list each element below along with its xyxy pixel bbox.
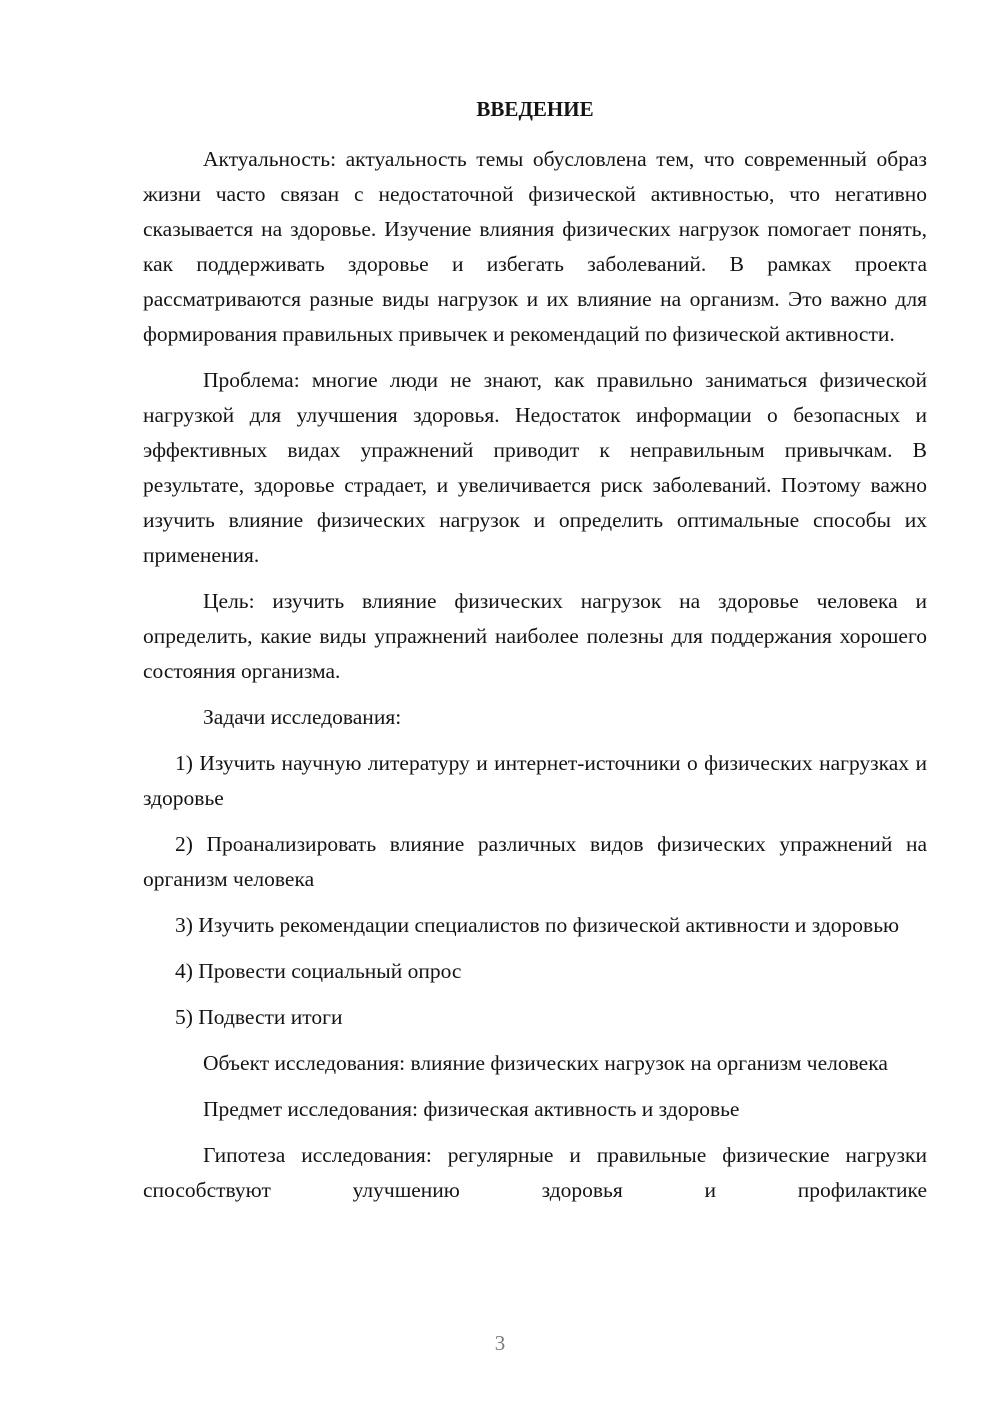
paragraph-relevance: Актуальность: актуальность темы обусловлена тем, что современный образ жизни часто связан с недостаточной физической активностью, что негативно сказывается на здоровье. Изучение влияния физических нагрузок помогает понять, как поддерживать здоровье и избегать заболеваний. В рамках проекта рассматриваются разные виды нагрузок и их влияние на организм. Это важно для формирования правильных привычек и рекомендаций по физической активности.	[143, 147, 927, 346]
task-item-4: 4) Провести социальный опрос	[175, 959, 462, 983]
paragraph-subject: Предмет исследования: физическая активность и здоровье	[203, 1097, 740, 1121]
task-item-1: 1) Изучить научную литературу и интернет-источники о физических нагрузках и здоровье	[143, 751, 927, 810]
task-item-3: 3) Изучить рекомендации специалистов по физической активности и здоровью	[175, 913, 900, 937]
paragraph-goal: Цель: изучить влияние физических нагрузок на здоровье человека и определить, какие виды упражнений наиболее полезны для поддержания хорошего состояния организма.	[143, 589, 927, 683]
task-item-5: 5) Подвести итоги	[175, 1005, 343, 1029]
page-number: 3	[494, 1331, 506, 1355]
task-item-2: 2) Проанализировать влияние различных видов физических упражнений на организм человека	[143, 832, 927, 891]
paragraph-hypothesis: Гипотеза исследования: регулярные и правильные физические нагрузки способствуют улучшению здоровья и профилактике	[143, 1143, 927, 1202]
page-content	[143, 92, 927, 1219]
paragraph-problem: Проблема: многие люди не знают, как правильно заниматься физической нагрузкой для улучшения здоровья. Недостаток информации о безопасных и эффективных видах упражнений приводит к неправильным привычкам. В результате, здоровье страдает, и увеличивается риск заболеваний. Поэтому важно изучить влияние физических нагрузок и определить оптимальные способы их применения.	[143, 368, 927, 567]
page-title: ВВЕДЕНИЕ	[476, 97, 594, 121]
paragraph-object: Объект исследования: влияние физических нагрузок на организм человека	[203, 1051, 888, 1075]
tasks-heading: Задачи исследования:	[203, 705, 402, 729]
